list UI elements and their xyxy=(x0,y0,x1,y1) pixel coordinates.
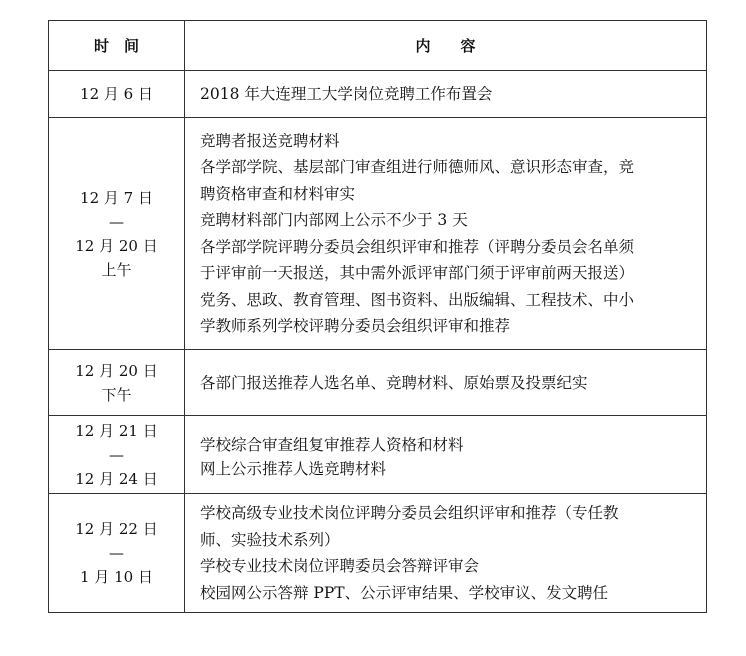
time-line: 上午 xyxy=(101,260,132,279)
table-row xyxy=(49,494,707,613)
time-line: 12 月 20 日 xyxy=(75,236,158,255)
header-content: 内 容 xyxy=(185,21,707,71)
content-line: 竞聘者报送竞聘材料 xyxy=(200,131,340,150)
content-cell xyxy=(185,494,707,613)
content-line: 党务、思政、教育管理、图书资料、出版编辑、工程技术、中小 xyxy=(200,290,635,309)
content-line: 于评审前一天报送，其中需外派评审部门须于评审前两天报送） xyxy=(200,264,635,282)
content-cell xyxy=(185,118,707,350)
content-line: 学校专业技术岗位评聘委员会答辩评审会 xyxy=(200,557,480,575)
content-cell xyxy=(185,71,707,118)
time-line: 12 月 24 日 xyxy=(75,469,158,488)
time-cell xyxy=(49,71,185,118)
time-line: 12 月 6 日 xyxy=(80,85,153,103)
content-cell xyxy=(185,350,707,416)
table-row xyxy=(49,416,707,494)
time-cell xyxy=(49,350,185,416)
time-cell xyxy=(49,494,185,613)
time-dash: — xyxy=(109,212,124,231)
table-row xyxy=(49,118,707,350)
content-line: 各学部学院、基层部门审查组进行师德师风、意识形态审查，竞 xyxy=(200,158,635,176)
time-dash: — xyxy=(109,445,124,464)
time-line: 1 月 10 日 xyxy=(80,568,153,586)
time-cell xyxy=(49,118,185,350)
time-cell xyxy=(49,416,185,494)
content-line: 聘资格审查和材料审实 xyxy=(200,184,356,203)
content-line: 2018 年大连理工大学岗位竞聘工作布置会 xyxy=(200,85,493,103)
header-time: 时 间 xyxy=(49,21,185,71)
content-line: 网上公示推荐人选竞聘材料 xyxy=(200,459,387,478)
content-line: 各部门报送推荐人选名单、竞聘材料、原始票及投票纪实 xyxy=(200,373,588,392)
time-line: 12 月 22 日 xyxy=(75,520,158,538)
schedule-table xyxy=(48,20,707,613)
content-line: 学校综合审查组复审推荐人资格和材料 xyxy=(200,435,464,454)
table-row xyxy=(49,71,707,118)
content-line: 学教师系列学校评聘分委员会组织评审和推荐 xyxy=(200,317,511,335)
content-cell xyxy=(185,416,707,494)
content-line: 学校高级专业技术岗位评聘分委员会组织评审和推荐（专任教 xyxy=(200,504,619,522)
content-line: 校园网公示答辩 PPT、公示评审结果、学校审议、发文聘任 xyxy=(200,583,609,602)
content-line: 各学部学院评聘分委员会组织评审和推荐（评聘分委员会名单须 xyxy=(200,237,635,256)
content-line: 竞聘材料部门内部网上公示不少于 3 天 xyxy=(200,211,468,229)
time-line: 12 月 20 日 xyxy=(75,361,158,380)
time-dash: — xyxy=(109,544,124,562)
time-line: 12 月 21 日 xyxy=(75,421,158,440)
time-line: 12 月 7 日 xyxy=(80,188,153,207)
time-line: 下午 xyxy=(101,385,132,404)
table-row xyxy=(49,350,707,416)
content-line: 师、实验技术系列） xyxy=(200,530,340,549)
table-header-row xyxy=(49,21,707,71)
